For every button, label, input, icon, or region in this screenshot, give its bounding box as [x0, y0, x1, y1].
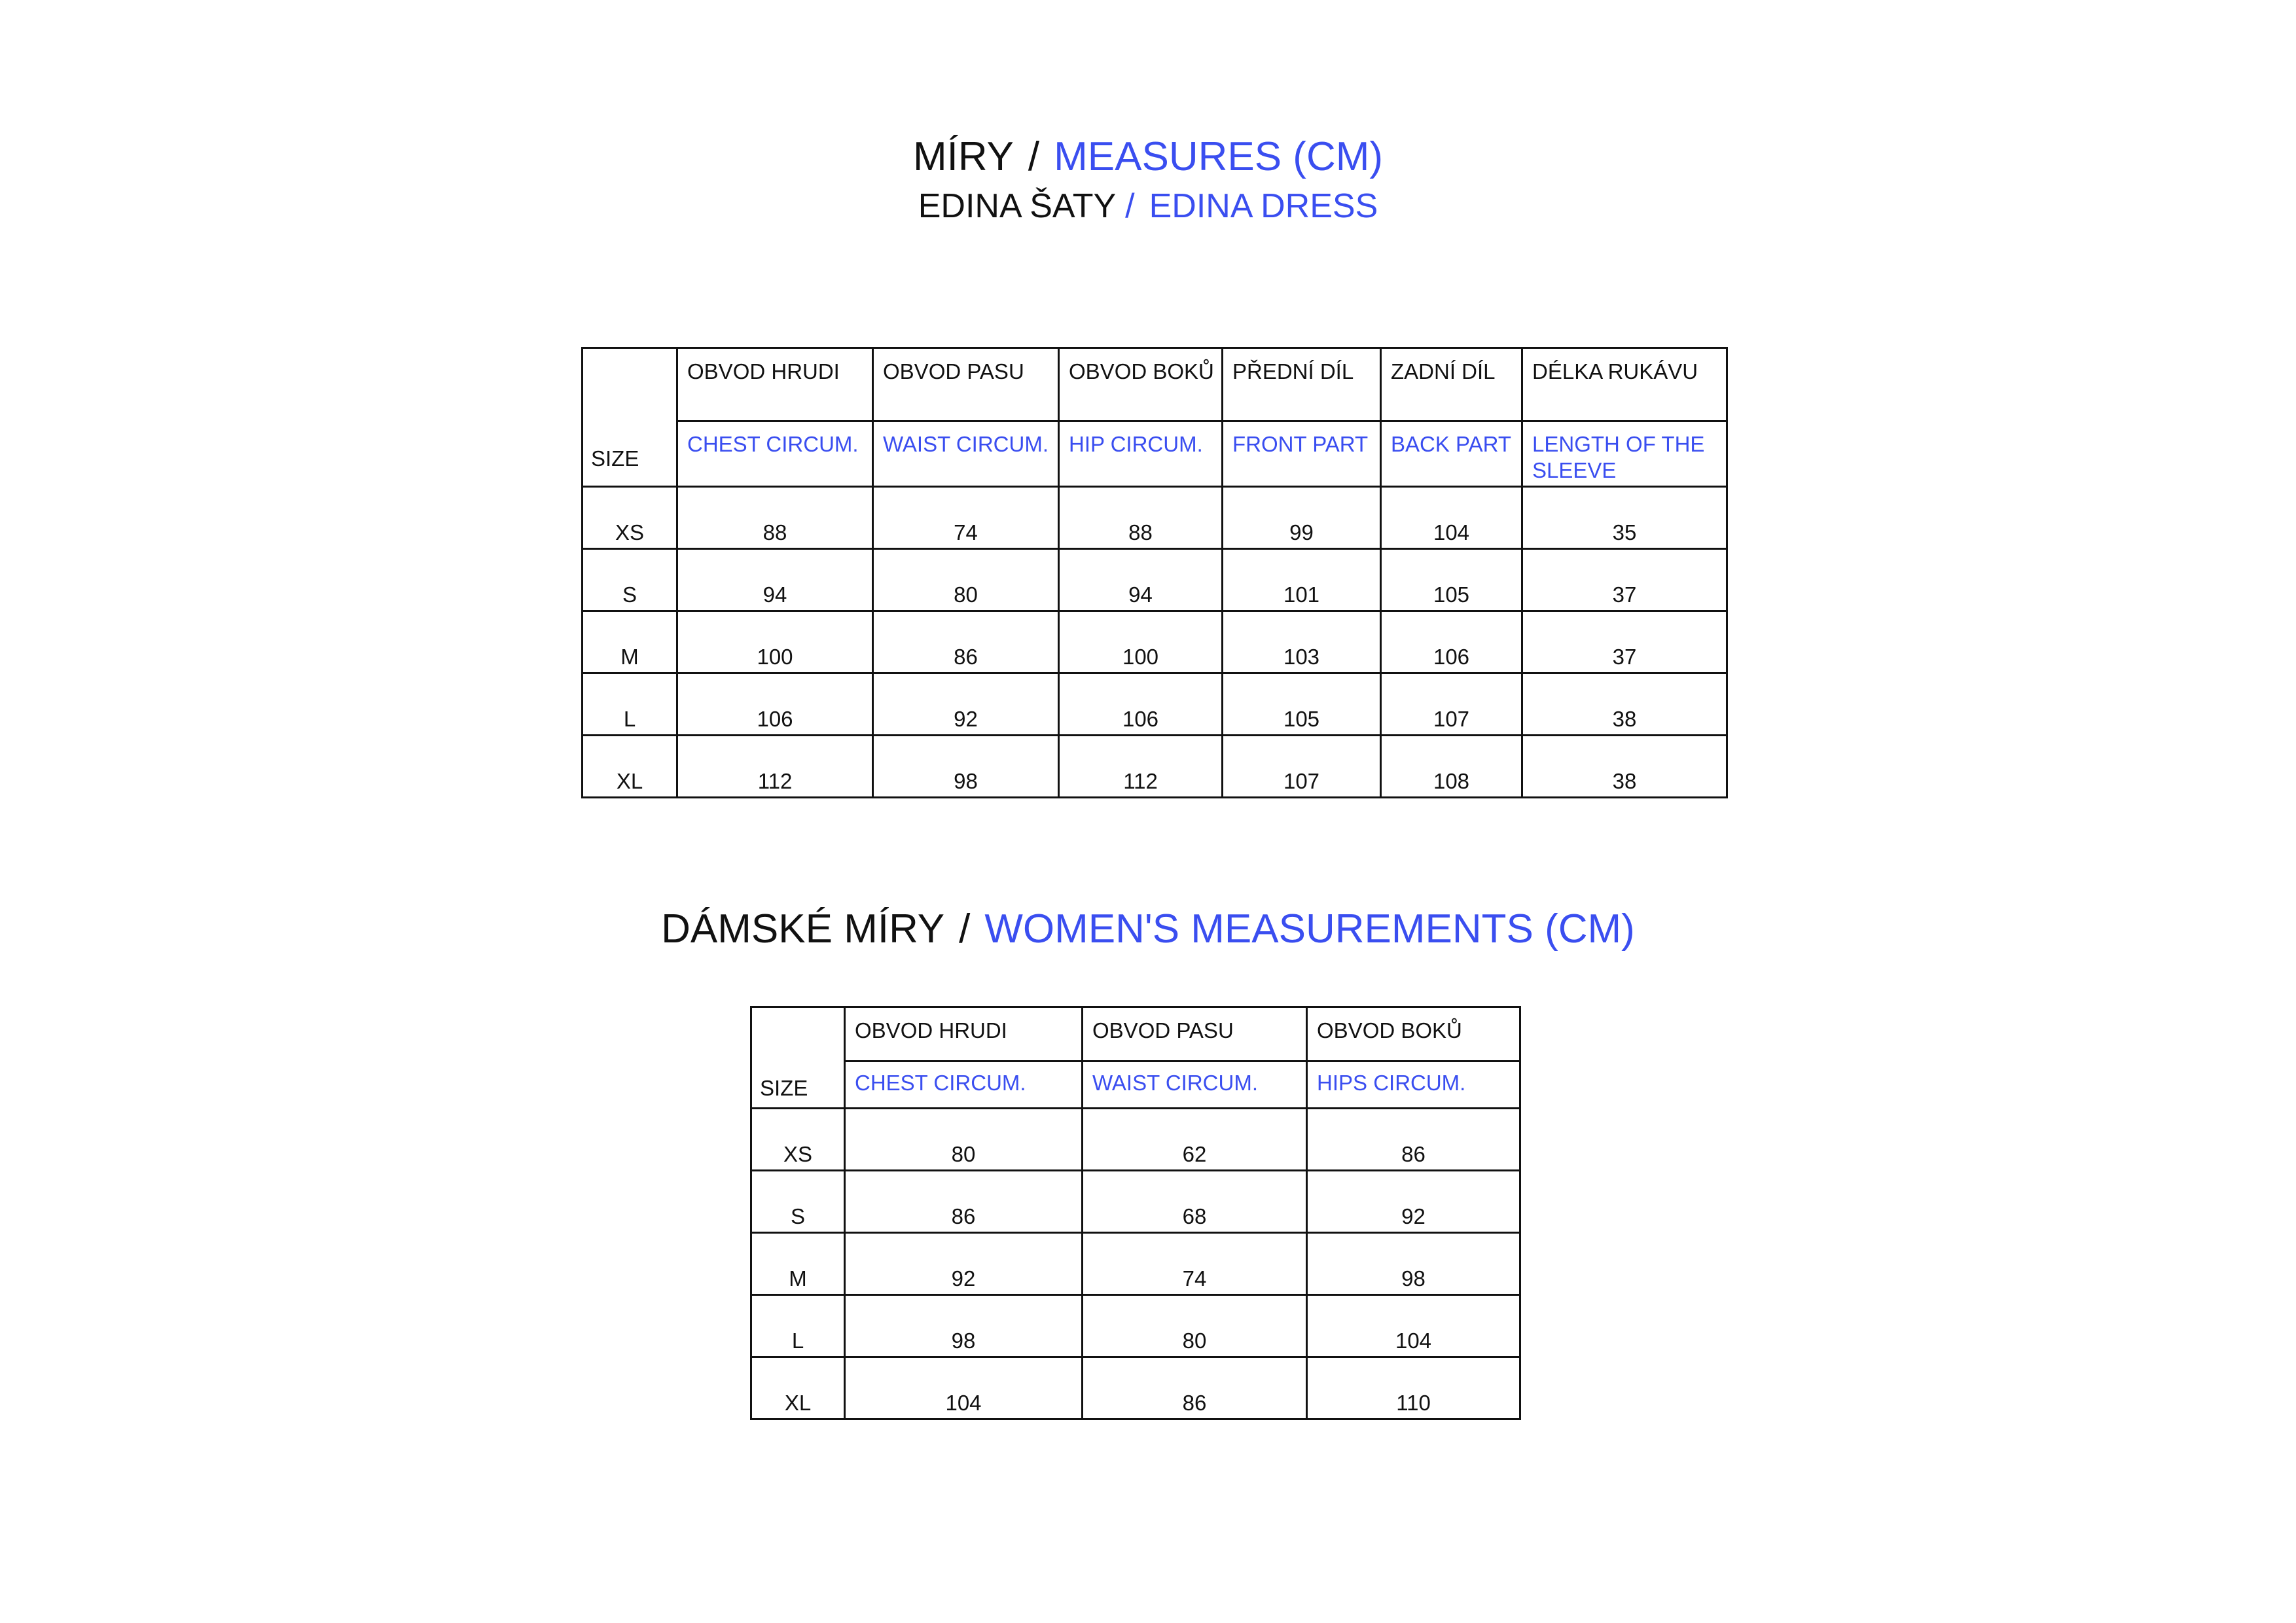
value-cell: 94 [1059, 549, 1223, 611]
value-cell: 104 [845, 1357, 1083, 1419]
value-cell: 103 [1223, 611, 1381, 673]
value-cell: 98 [873, 736, 1059, 798]
value-cell: 98 [1307, 1233, 1520, 1295]
value-cell: 86 [873, 611, 1059, 673]
size-cell: XS [583, 487, 677, 549]
page-subtitle [0, 183, 2296, 229]
value-cell: 112 [677, 736, 873, 798]
value-cell: 80 [845, 1109, 1083, 1171]
value-cell: 106 [1381, 611, 1522, 673]
section-title-women [0, 903, 2296, 955]
column-header-english: WAIST CIRCUM. [873, 421, 1059, 487]
table-header-row-czech [583, 348, 1727, 421]
column-header-czech: OBVOD BOKŮ [1059, 348, 1223, 421]
table-row [751, 1233, 1520, 1295]
value-cell: 80 [873, 549, 1059, 611]
subtitle-separator: / [1125, 187, 1135, 225]
size-header: SIZE [751, 1007, 845, 1109]
column-header-english: FRONT PART [1223, 421, 1381, 487]
column-header-english: WAIST CIRCUM. [1083, 1061, 1307, 1109]
value-cell: 112 [1059, 736, 1223, 798]
size-cell: S [751, 1171, 845, 1233]
title-english: MEASURES (CM) [1054, 134, 1384, 179]
subtitle-czech: EDINA ŠATY [918, 187, 1117, 225]
value-cell: 100 [677, 611, 873, 673]
value-cell: 88 [677, 487, 873, 549]
column-header-english: HIP CIRCUM. [1059, 421, 1223, 487]
table-row [583, 673, 1727, 736]
size-cell: XL [583, 736, 677, 798]
table-row [583, 549, 1727, 611]
value-cell: 104 [1381, 487, 1522, 549]
table-row [583, 487, 1727, 549]
column-header-english: CHEST CIRCUM. [677, 421, 873, 487]
table-header-row-czech [751, 1007, 1520, 1061]
value-cell: 37 [1522, 611, 1727, 673]
section-title-czech: DÁMSKÉ MÍRY [661, 906, 945, 952]
value-cell: 35 [1522, 487, 1727, 549]
size-header: SIZE [583, 348, 677, 487]
value-cell: 92 [1307, 1171, 1520, 1233]
value-cell: 68 [1083, 1171, 1307, 1233]
column-header-english: LENGTH OF THE SLEEVE [1522, 421, 1727, 487]
size-cell: S [583, 549, 677, 611]
table-header-row-english [583, 421, 1727, 487]
column-header-czech: OBVOD HRUDI [845, 1007, 1083, 1061]
value-cell: 108 [1381, 736, 1522, 798]
title-czech: MÍRY [912, 134, 1014, 179]
table-row [751, 1295, 1520, 1357]
page-title [0, 131, 2296, 183]
dress-measurements-table [581, 347, 1728, 798]
value-cell: 105 [1223, 673, 1381, 736]
value-cell: 62 [1083, 1109, 1307, 1171]
column-header-english: CHEST CIRCUM. [845, 1061, 1083, 1109]
value-cell: 101 [1223, 549, 1381, 611]
table-row [751, 1357, 1520, 1419]
section-title-english: WOMEN'S MEASUREMENTS (CM) [984, 906, 1635, 952]
value-cell: 38 [1522, 736, 1727, 798]
value-cell: 107 [1381, 673, 1522, 736]
size-cell: M [583, 611, 677, 673]
value-cell: 110 [1307, 1357, 1520, 1419]
value-cell: 88 [1059, 487, 1223, 549]
value-cell: 92 [873, 673, 1059, 736]
value-cell: 86 [1083, 1357, 1307, 1419]
table-row [751, 1171, 1520, 1233]
value-cell: 80 [1083, 1295, 1307, 1357]
value-cell: 98 [845, 1295, 1083, 1357]
column-header-czech: DÉLKA RUKÁVU [1522, 348, 1727, 421]
value-cell: 37 [1522, 549, 1727, 611]
value-cell: 106 [1059, 673, 1223, 736]
value-cell: 104 [1307, 1295, 1520, 1357]
value-cell: 92 [845, 1233, 1083, 1295]
women-measurements-table [750, 1006, 1521, 1420]
column-header-czech: OBVOD PASU [1083, 1007, 1307, 1061]
value-cell: 74 [1083, 1233, 1307, 1295]
value-cell: 38 [1522, 673, 1727, 736]
size-cell: L [583, 673, 677, 736]
table-row [583, 611, 1727, 673]
column-header-czech: OBVOD HRUDI [677, 348, 873, 421]
subtitle-english: EDINA DRESS [1149, 187, 1378, 225]
table-row [751, 1109, 1520, 1171]
column-header-czech: ZADNÍ DÍL [1381, 348, 1522, 421]
value-cell: 100 [1059, 611, 1223, 673]
value-cell: 107 [1223, 736, 1381, 798]
table-header-row-english [751, 1061, 1520, 1109]
column-header-english: BACK PART [1381, 421, 1522, 487]
value-cell: 86 [845, 1171, 1083, 1233]
column-header-czech: OBVOD PASU [873, 348, 1059, 421]
value-cell: 94 [677, 549, 873, 611]
title-separator: / [1028, 134, 1040, 179]
value-cell: 105 [1381, 549, 1522, 611]
size-cell: XL [751, 1357, 845, 1419]
column-header-czech: PŘEDNÍ DÍL [1223, 348, 1381, 421]
value-cell: 106 [677, 673, 873, 736]
value-cell: 86 [1307, 1109, 1520, 1171]
table-row [583, 736, 1727, 798]
column-header-english: HIPS CIRCUM. [1307, 1061, 1520, 1109]
value-cell: 99 [1223, 487, 1381, 549]
size-cell: L [751, 1295, 845, 1357]
column-header-czech: OBVOD BOKŮ [1307, 1007, 1520, 1061]
section-title-separator: / [959, 906, 971, 952]
size-cell: M [751, 1233, 845, 1295]
size-cell: XS [751, 1109, 845, 1171]
value-cell: 74 [873, 487, 1059, 549]
